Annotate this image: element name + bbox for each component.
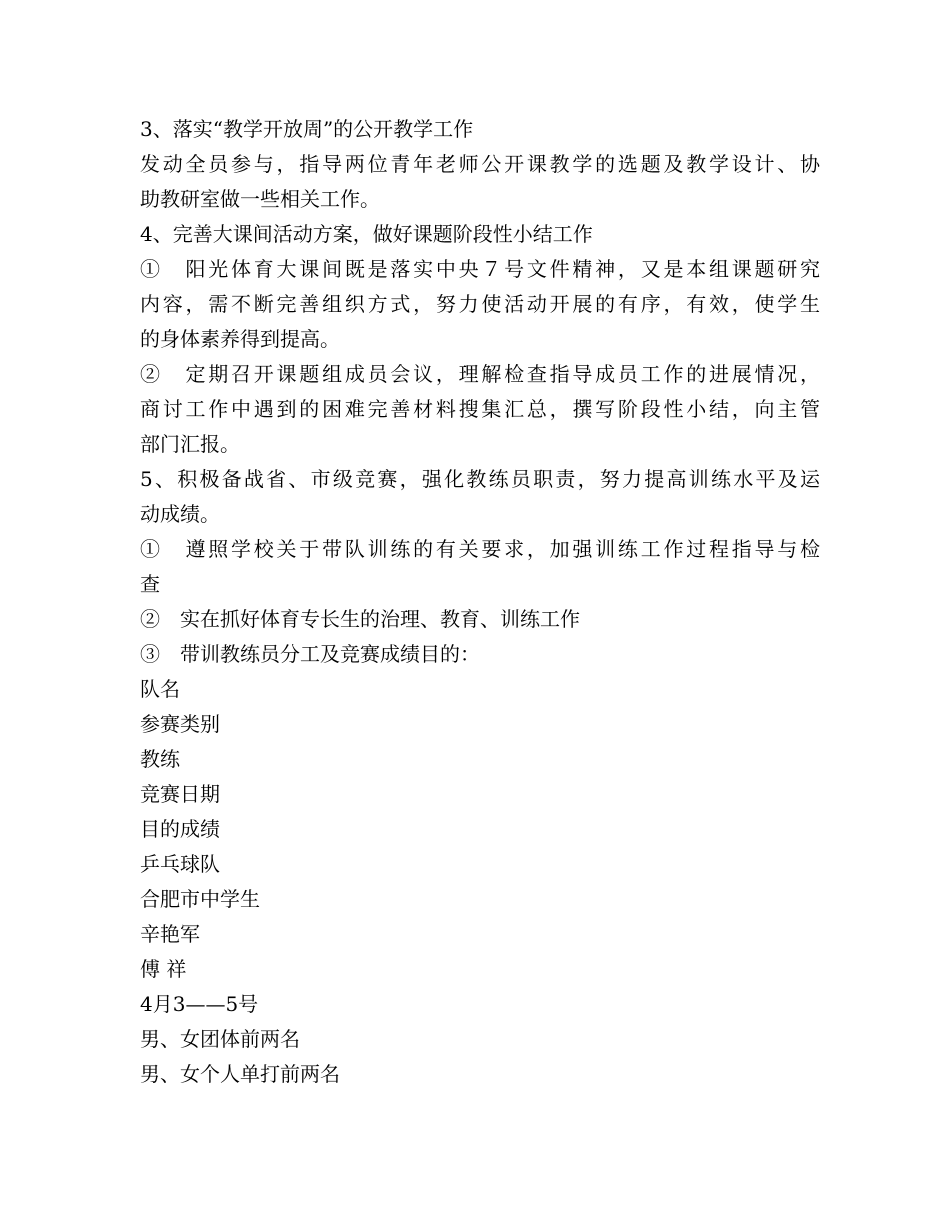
list-item-2: ② 实在抓好体育专长生的治理、教育、训练工作 — [140, 607, 580, 631]
table-cell-team: 乒乓球队 — [140, 852, 220, 876]
paragraph-line: 动成绩。 — [140, 502, 220, 526]
section-heading-3: 3、落实“教学开放周”的公开教学工作 — [140, 117, 474, 141]
paragraph-line: 内容，需不断完善组织方式，努力使活动开展的有序，有效，使学生 — [140, 292, 820, 316]
table-header-target: 目的成绩 — [140, 817, 220, 841]
paragraph-line: 部门汇报。 — [140, 432, 240, 456]
table-header-team: 队名 — [140, 677, 180, 701]
list-item-1: ① 阳光体育大课间既是落实中央７号文件精神，又是本组课题研究 — [140, 257, 820, 281]
paragraph-line: 商讨工作中遇到的困难完善材料搜集汇总，撰写阶段性小结，向主管 — [140, 397, 820, 421]
table-header-date: 竞赛日期 — [140, 782, 220, 806]
table-cell-coach: 傅 祥 — [140, 957, 187, 981]
table-cell-target: 男、女团体前两名 — [140, 1027, 300, 1051]
table-cell-date: 4月3——5号 — [140, 992, 259, 1016]
paragraph-line: 的身体素养得到提高。 — [140, 327, 340, 351]
table-header-category: 参赛类别 — [140, 712, 220, 736]
section-heading-5: 5、积极备战省、市级竞赛，强化教练员职责，努力提高训练水平及运 — [140, 467, 820, 491]
table-cell-coach: 辛艳军 — [140, 922, 200, 946]
paragraph-line: 发动全员参与，指导两位青年老师公开课教学的选题及教学设计、协 — [140, 152, 820, 176]
list-item-2: ② 定期召开课题组成员会议，理解检查指导成员工作的进展情况， — [140, 362, 820, 386]
section-heading-4: 4、完善大课间活动方案，做好课题阶段性小结工作 — [140, 222, 593, 246]
table-cell-category: 合肥市中学生 — [140, 887, 260, 911]
paragraph-line: 助教研室做一些相关工作。 — [140, 187, 380, 211]
table-cell-target: 男、女个人单打前两名 — [140, 1062, 340, 1086]
table-header-coach: 教练 — [140, 747, 180, 771]
paragraph-line: 查 — [140, 572, 160, 596]
document-body — [140, 112, 820, 1092]
list-item-3: ③ 带训教练员分工及竞赛成绩目的： — [140, 642, 480, 666]
list-item-1: ① 遵照学校关于带队训练的有关要求，加强训练工作过程指导与检 — [140, 537, 820, 561]
